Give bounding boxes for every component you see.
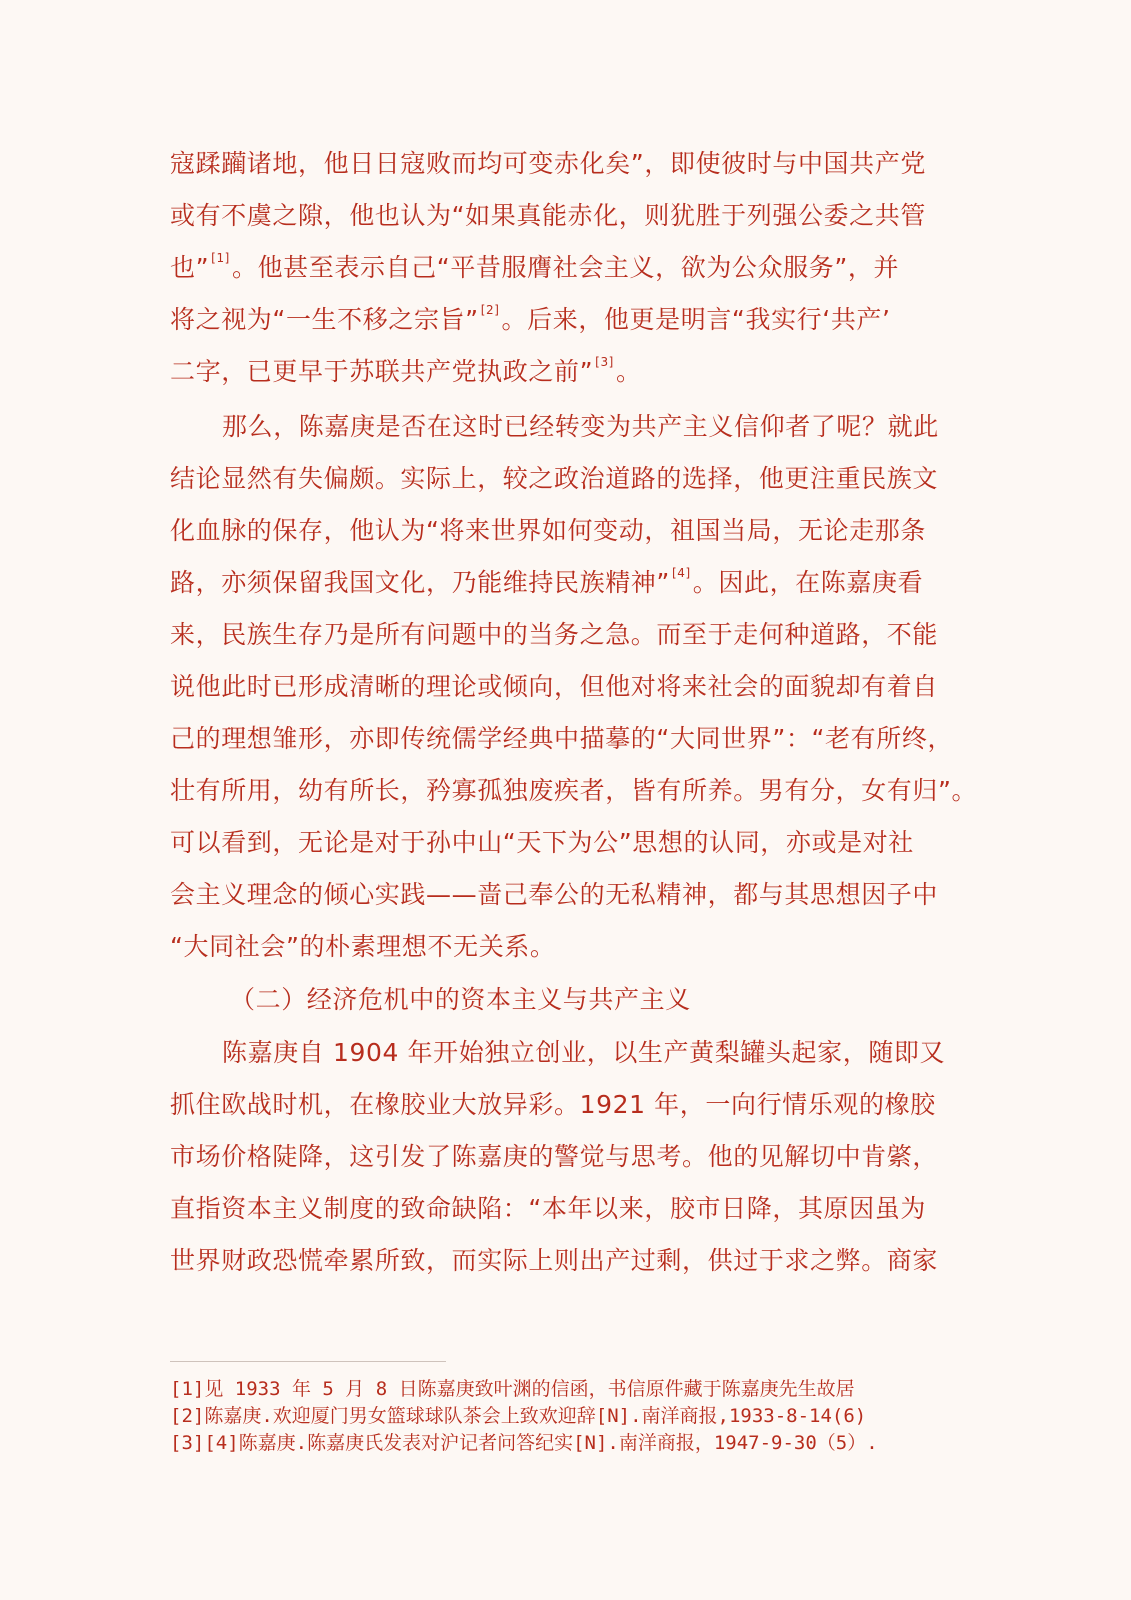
footnote-ref-4[interactable]: [4]	[671, 566, 691, 580]
text-segment: 。	[615, 357, 642, 386]
text-line-4	[170, 300, 891, 340]
text-line-11: 说他此时已形成清晰的理论或倾向，但他对将来社会的面貌却有着自	[170, 672, 939, 701]
text-line-2: 或有不虞之隙，他也认为“如果真能赤化，则犹胜于列强公委之共管	[170, 201, 926, 230]
text-line-6: 那么，陈嘉庚是否在这时已经转变为共产主义信仰者了呢？就此	[222, 412, 939, 441]
text-line-10: 来，民族生存乃是所有问题中的当务之急。而至于走何种道路，不能	[170, 620, 939, 649]
footnote-ref-1[interactable]: [1]	[211, 251, 230, 265]
text-line-16: “大同社会”的朴素理想不无关系。	[170, 932, 556, 961]
text-line-3	[170, 248, 899, 288]
text-segment: 将之视为“一生不移之宗旨”	[170, 305, 479, 334]
text-line-18: 陈嘉庚自 1904 年开始独立创业，以生产黄梨罐头起家，随即又	[222, 1038, 946, 1067]
footnote-divider	[170, 1361, 446, 1362]
text-line-7: 结论显然有失偏颇。实际上，较之政治道路的选择，他更注重民族文	[170, 464, 939, 493]
text-line-9	[170, 563, 923, 603]
text-segment: 。因此，在陈嘉庚看	[692, 568, 924, 597]
text-line-21: 直指资本主义制度的致命缺陷：“本年以来，胶市日降，其原因虽为	[170, 1194, 926, 1223]
footnote-ref-3[interactable]: [3]	[595, 355, 614, 369]
footnote-3: [3][4]陈嘉庚.陈嘉庚氏发表对沪记者问答纪实[N].南洋商报，1947-9-30（5）.	[170, 1432, 878, 1454]
footnote-ref-2[interactable]: [2]	[480, 303, 500, 317]
text-line-1: 寇蹂躏诸地，他日日寇败而均可变赤化矣”，即使彼时与中国共产党	[170, 149, 926, 178]
text-line-15: 会主义理念的倾心实践——啬己奉公的无私精神，都与其思想因子中	[170, 880, 939, 909]
footnote-1: [1]见 1933 年 5 月 8 日陈嘉庚致叶渊的信函，书信原件藏于陈嘉庚先生故居	[170, 1378, 855, 1400]
section-heading: （二）经济危机中的资本主义与共产主义	[230, 985, 691, 1014]
text-line-5	[170, 352, 642, 392]
text-line-13: 壮有所用，幼有所长，矜寡孤独废疾者，皆有所养。男有分，女有归”。	[170, 776, 978, 805]
text-line-14: 可以看到，无论是对于孙中山“天下为公”思想的认同，亦或是对社	[170, 828, 914, 857]
text-segment: 二字，已更早于苏联共产党执政之前”	[170, 357, 594, 386]
text-line-8: 化血脉的保存，他认为“将来世界如何变动，祖国当局，无论走那条	[170, 516, 926, 545]
text-line-22: 世界财政恐慌牵累所致，而实际上则出产过剩，供过于求之弊。商家	[170, 1246, 939, 1275]
footnote-2: [2]陈嘉庚.欢迎厦门男女篮球球队茶会上致欢迎辞[N].南洋商报,1933-8-14(6)	[170, 1405, 867, 1427]
text-line-20: 市场价格陡降，这引发了陈嘉庚的警觉与思考。他的见解切中肯綮，	[170, 1142, 939, 1171]
text-segment: 。后来，他更是明言“我实行‘共产’	[501, 305, 891, 334]
text-line-12: 己的理想雏形，亦即传统儒学经典中描摹的“大同世界”：“老有所终，	[170, 724, 954, 753]
text-segment: 路，亦须保留我国文化，乃能维持民族精神”	[170, 568, 670, 597]
text-segment: 。他甚至表示自己“平昔服膺社会主义，欲为公众服务”，并	[231, 253, 900, 282]
text-segment: 也”	[170, 253, 210, 282]
text-line-19: 抓住欧战时机，在橡胶业大放异彩。1921 年，一向行情乐观的橡胶	[170, 1090, 936, 1119]
